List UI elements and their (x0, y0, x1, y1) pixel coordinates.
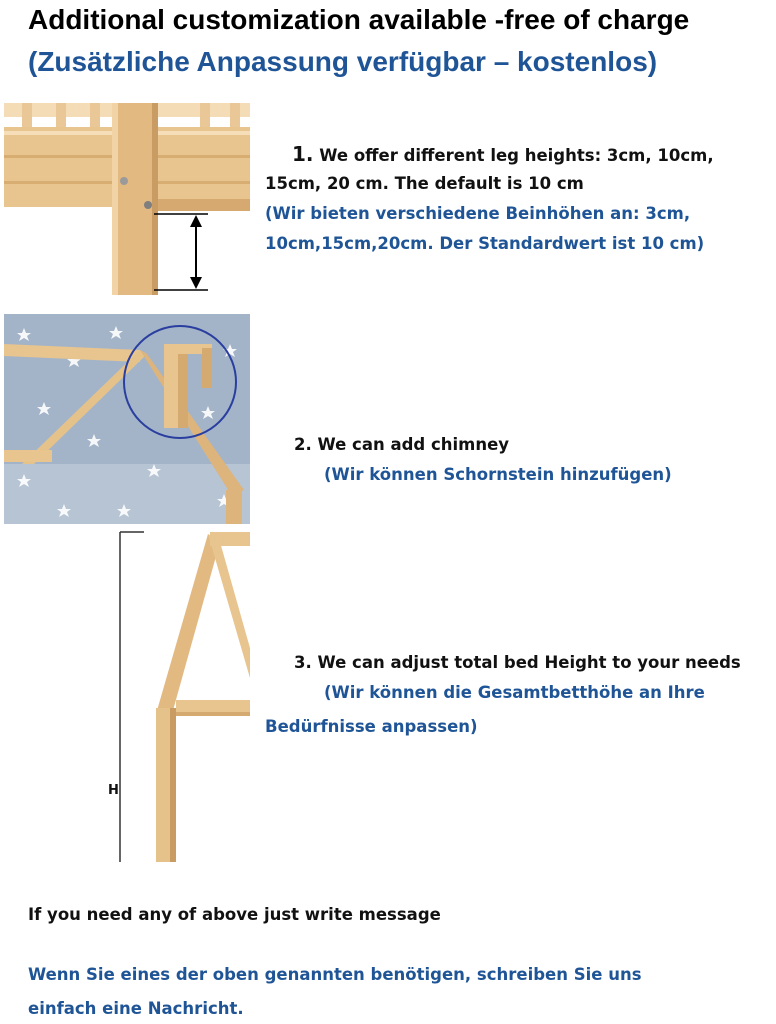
item-2-number: 2. (294, 435, 312, 454)
item-3-number: 3. (294, 653, 312, 672)
page-subtitle: (Zusätzliche Anpassung verfügbar – kostenlos) (28, 46, 658, 77)
chimney-image (4, 314, 250, 524)
item-3-en-line-1 (294, 648, 741, 678)
page-title: Additional customization available -free of charge (28, 4, 690, 35)
item-1-number: 1. (292, 142, 314, 166)
item-2-en-text: We can add chimney (317, 435, 510, 454)
item-1-de-line-1: (Wir bieten verschiedene Beinhöhen an: 3cm, (265, 204, 691, 223)
item-1-en-line-2: 15cm, 20 cm. The default is 10 cm (265, 174, 584, 193)
item-2-en-line-1 (294, 430, 509, 460)
item-1-en-line-1 (292, 139, 714, 171)
total-height-image (100, 528, 250, 868)
item-3-de-line-1: (Wir können die Gesamtbetthöhe an Ihre (324, 683, 705, 702)
item-2-de-line-1: (Wir können Schornstein hinzufügen) (324, 465, 672, 484)
item-1-en-text: We offer different leg heights: 3cm, 10cm, (319, 146, 714, 165)
item-1-de-line-2: 10cm,15cm,20cm. Der Standardwert ist 10 cm) (265, 234, 705, 253)
item-3-en-text: We can adjust total bed Height to your needs (317, 653, 741, 672)
footer-de-line-2: einfach eine Nachricht. (28, 999, 244, 1018)
height-label: H (108, 783, 119, 798)
item-3-de-line-2: Bedürfnisse anpassen) (265, 717, 478, 736)
leg-height-image (4, 103, 250, 299)
footer-en: If you need any of above just write message (28, 905, 441, 924)
footer-de-line-1: Wenn Sie eines der oben genannten benötigen, schreiben Sie uns (28, 965, 642, 984)
